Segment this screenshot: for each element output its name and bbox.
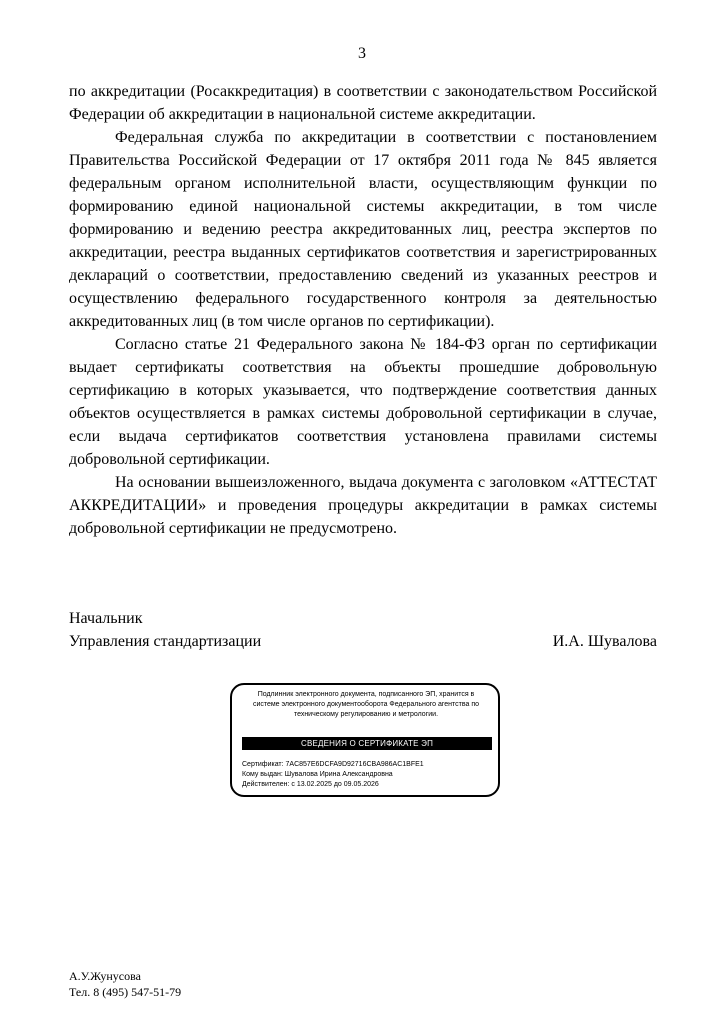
executor-name: А.У.Жунусова xyxy=(69,969,141,983)
electronic-signature-stamp xyxy=(230,683,500,797)
stamp-note: Подлинник электронного документа, подписанного ЭП, хранится в системе электронного документооборота Федерального агентства по техническому регулированию и метрологии. xyxy=(252,691,480,718)
stamp-details xyxy=(242,760,492,790)
signature-block xyxy=(69,607,657,653)
stamp-certificate: Сертификат: 7AC857E6DCFA9D92716CBA986AC1BFE1 xyxy=(242,761,424,768)
executor-footer xyxy=(69,968,181,1000)
letter-body xyxy=(69,80,657,540)
paragraph-2: Федеральная служба по аккредитации в соответствии с постановлением Правительства Российской Федерации от 17 октября 2011 года № 845 является федеральным органом исполнительной власти, осуществляющим функции по формированию единой национальной системы аккредитации, в том числе формированию и ведению реестра аккредитованных лиц, реестра экспертов по аккредитации, реестра выданных сертификатов соответствия и зарегистрированных деклараций о соответствии, предоставлению сведений из указанных реестров и осуществлению федерального государственного контроля за деятельностью аккредитованных лиц (в том числе органов по сертификации). xyxy=(69,129,657,330)
stamp-validity: Действителен: с 13.02.2025 до 09.05.2026 xyxy=(242,781,379,788)
executor-phone: Тел. 8 (495) 547-51-79 xyxy=(69,985,182,999)
signer-title-line2: Управления стандартизации xyxy=(69,633,262,650)
page-number: 3 xyxy=(358,45,366,62)
stamp-issued-to: Кому выдан: Шувалова Ирина Александровна xyxy=(242,771,393,778)
paragraph-3: Согласно статье 21 Федерального закона № 184-ФЗ орган по сертификации выдает сертификаты соответствия на объекты прошедшие добровольную сертификацию в которых указывается, что подтверждение соответствия данных объектов осуществляется в рамках системы добровольной сертификации в случае, если выдача сертификатов соответствия установлена правилами системы добровольной сертификации. xyxy=(69,336,657,468)
signer-title-line1: Начальник xyxy=(69,610,143,627)
signer-name: И.А. Шувалова xyxy=(552,633,657,650)
stamp-header: СВЕДЕНИЯ О СЕРТИФИКАТЕ ЭП xyxy=(242,737,492,750)
signature-row xyxy=(69,630,657,653)
paragraph-4: На основании вышеизложенного, выдача документа с заголовком «АТТЕСТАТ АККРЕДИТАЦИИ» и проведения процедуры аккредитации в рамках системы добровольной сертификации не предусмотрено. xyxy=(69,474,657,537)
paragraph-1: по аккредитации (Росаккредитация) в соответствии с законодательством Российской Федерации об аккредитации в национальной системе аккредитации. xyxy=(69,83,657,123)
